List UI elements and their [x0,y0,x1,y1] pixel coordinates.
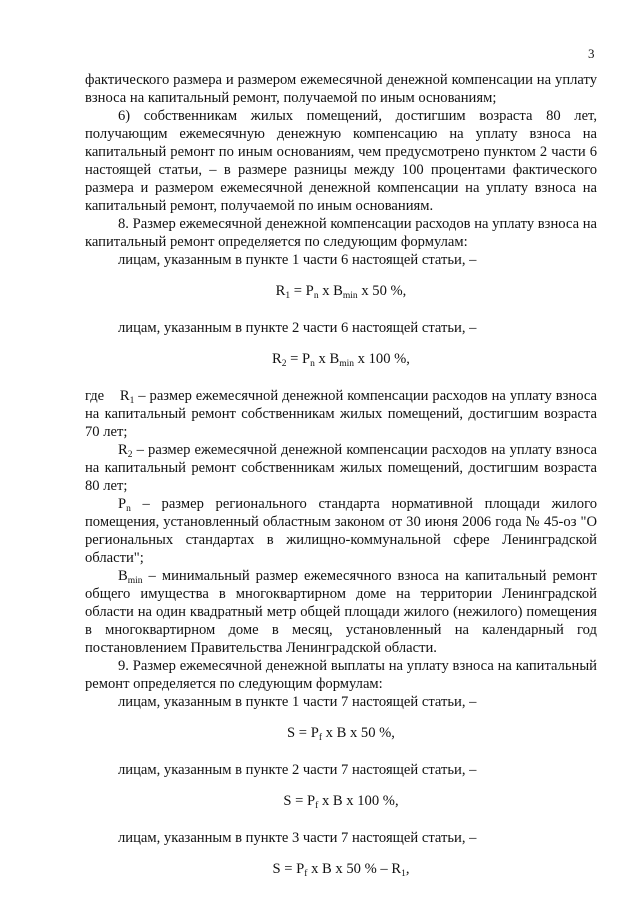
paragraph-case-5 [85,829,597,847]
formula-s-minus-r1: $S = P_f$ x B x 50 % – $R_1$, [272,861,410,879]
definition-text: $B_{min}$ – минимальный размер ежемесячного взноса на капитальный ремонт общего имущества в многоквартирном доме на территории Ленинградской области на один квадратный метр общей площади жилого (нежилого) помещения в многоквартирном доме в месяц, установленный на календарный год постановлением Правительства Ленинградской области. [85,568,597,656]
definition-text: $R_1$ – размер ежемесячной денежной компенсации расходов на уплату взноса на капитальный ремонт собственникам жилых помещений, достигшим возраста 70 лет; [85,388,597,440]
paragraph-text: лицам, указанным в пункте 2 части 7 настоящей статьи, – [118,762,477,778]
paragraph-text: лицам, указанным в пункте 1 части 7 настоящей статьи, – [118,694,477,710]
paragraph-item-6 [85,107,597,215]
paragraph-case-2 [85,319,597,337]
formula-r2: $R_2 = P_n$ x $B_{min}$ x 100 %, [272,351,410,369]
formula-s-50: $S = P_f$ x B x 50 %, [287,725,395,743]
paragraph-text: лицам, указанным в пункте 3 части 7 настоящей статьи, – [118,830,477,846]
document-body [85,71,597,878]
definition-text: $P_n$ – размер регионального стандарта нормативной площади жилого помещения, установленный областным законом от 30 июня 2006 года № 45-оз "О региональных стандартах в жилищно-коммунальной сфере Ленинградской области"; [85,496,597,566]
paragraph-text: фактического размера и размером ежемесячной денежной компенсации на уплату взноса на капитальный ремонт, получаемой по иным основаниям; [85,72,597,106]
paragraph-continuation [85,71,597,107]
definition-text: $R_2$ – размер ежемесячной денежной компенсации расходов на уплату взноса на капитальный ремонт собственникам жилых помещений, достигшим возраста 80 лет; [85,442,597,494]
paragraph-text: лицам, указанным в пункте 2 части 6 настоящей статьи, – [118,320,477,336]
paragraph-text: 9. Размер ежемесячной денежной выплаты на уплату взноса на капитальный ремонт определяется по следующим формулам: [85,658,597,692]
paragraph-case-4 [85,761,597,779]
paragraph-case-1 [85,251,597,269]
paragraph-section-8 [85,215,597,251]
page-number: 3 [588,46,595,61]
formula-r1: $R_1 = P_n$ x $B_{min}$ x 50 %, [275,283,407,301]
paragraph-section-9 [85,657,597,693]
definition-pn [85,495,597,567]
definition-bmin [85,567,597,657]
paragraph-text: лицам, указанным в пункте 1 части 6 настоящей статьи, – [118,252,477,268]
definition-r1 [85,387,597,441]
paragraph-case-3 [85,693,597,711]
definition-r2 [85,441,597,495]
paragraph-text: 6) собственникам жилых помещений, достигшим возраста 80 лет, получающим ежемесячную денежную компенсацию на уплату взноса на капитальный ремонт по иным основаниям, чем предусмотрено пунктом 2 части 6 настоящей статьи, – в размере разницы между 100 процентами фактического размера и размером ежемесячной денежной компенсации на уплату взноса на капитальный ремонт, получаемой по иным основаниям. [85,108,597,214]
formula-s-100: $S = P_f$ x B x 100 %, [283,793,399,811]
paragraph-text: 8. Размер ежемесячной денежной компенсации расходов на уплату взноса на капитальный ремонт определяется по следующим формулам: [85,216,597,250]
definition-label: где [85,388,105,404]
